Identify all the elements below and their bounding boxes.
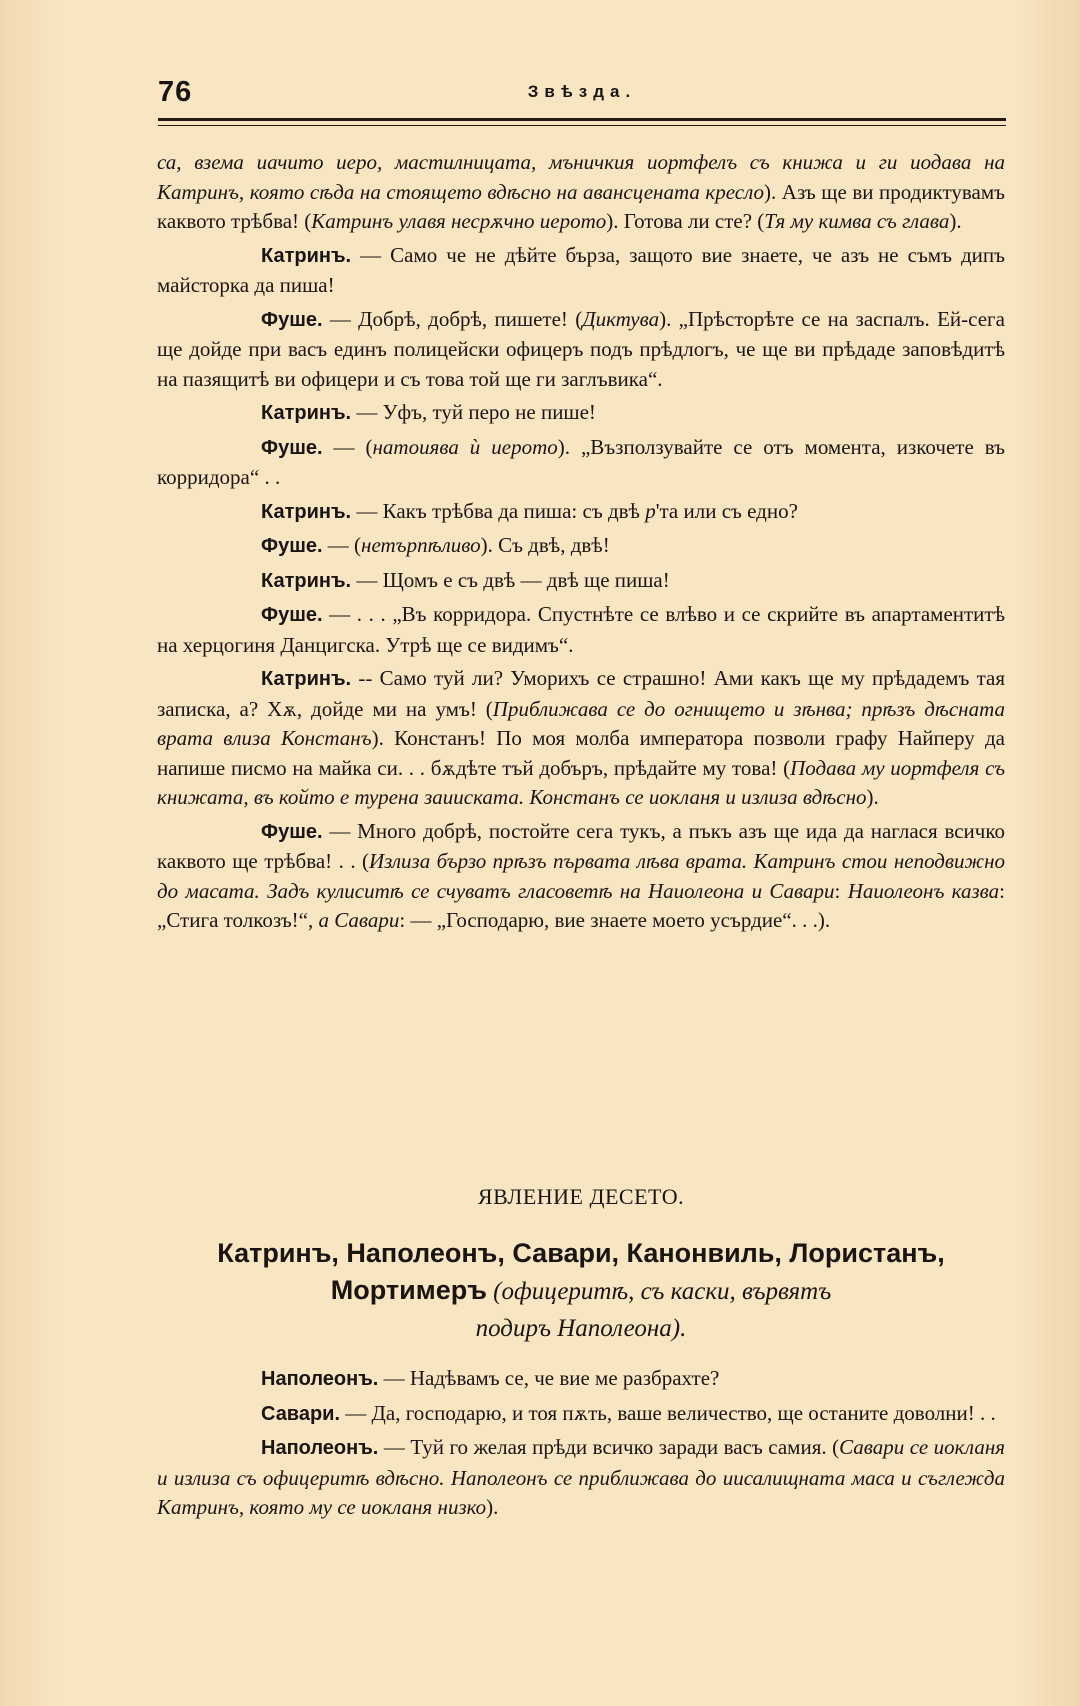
speaker-name: Фуше.	[261, 436, 323, 459]
speaker-name: Катринъ.	[261, 244, 352, 267]
dialogue-text: — Надѣвамъ се, че вие ме разбрахте?	[378, 1366, 720, 1390]
speaker-name: Фуше.	[261, 308, 323, 331]
speaker-name: Наполеонъ.	[261, 1437, 379, 1459]
dialogue-text: — Да, господарю, и тоя пѫть, ваше величество, ще останите доволни! . .	[340, 1400, 996, 1425]
dialogue-paragraph	[157, 664, 1005, 813]
dialogue-text: ). Готова ли сте? (	[606, 209, 765, 233]
dialogue-text: 'та или съ едно?	[655, 498, 798, 523]
dialogue-text: — Добрѣ, добрѣ, пишете! (	[322, 306, 583, 331]
dialogue-paragraph	[157, 600, 1005, 660]
speaker-name: Катринъ.	[261, 402, 352, 424]
speaker-name: Савари.	[261, 1402, 341, 1425]
stage-direction: Излиза бързо прѣзъ първата лѣва врата. Катринъ стои неподвижно до масата. Задъ кулиситѣ се счуватъ гласоветѣ на Наиолеона и Савари	[157, 849, 1005, 903]
stage-direction: натоиява ѝ иерото	[372, 434, 558, 459]
dialogue-text: -- Само туй ли? Уморихъ се страшно! Ами какъ ще му прѣдадемъ тая записка, а? Хѫ, дойде ми на умъ! (	[157, 666, 1005, 721]
dialogue-paragraph	[157, 241, 1005, 301]
speaker-name: Фуше.	[261, 604, 323, 626]
dialogue-text: — (	[322, 533, 362, 557]
header-rule-thick	[158, 118, 1006, 121]
stage-direction: са, взема иачито иеро, мастилницата, мъничкия иортфелъ съ книжа и ги иодава на Катринъ, която сѣда на стоящето вдѣсно на авансцената кресло	[157, 150, 1005, 204]
dialogue-text: — Какъ трѣбва да пиша: съ двѣ	[351, 498, 646, 523]
dialogue-text: — . . . „Въ корридора. Спустнѣте се влѣво и се скрийте въ апартаментитѣ на херцогиня Данцигска. Утрѣ ще се видимъ“.	[157, 602, 1005, 657]
stage-direction: нетърпѣливо	[361, 533, 481, 557]
stage-direction: Приближава се до огнището и зѣнва; прѣзъ дѣсната врата влиза Констанъ	[157, 696, 1005, 750]
dialogue-paragraph	[157, 1364, 1005, 1395]
dialogue-text: ).	[486, 1495, 499, 1519]
stage-direction: Подава му иортфеля съ книжата, въ който е турена заииската. Констанъ се иокланя и излиза вдѣсно	[157, 755, 1006, 809]
running-title: Звѣзда.	[527, 82, 637, 101]
dialogue-text: — Щомъ е съ двѣ — двѣ ще пиша!	[351, 567, 670, 592]
cast-stage-note: (офицеритѣ, съ каски, вървятъ	[486, 1278, 832, 1305]
dialogue-block-2	[157, 1364, 1005, 1527]
speaker-name: Наполеонъ.	[261, 1368, 379, 1390]
dialogue-text: — Уфъ, туй перо не пише!	[351, 400, 596, 424]
speaker-name: Катринъ.	[261, 569, 352, 592]
stage-direction: р	[645, 498, 656, 523]
dialogue-text: — Туй го желая прѣди всичко заради васъ самия. (	[378, 1435, 840, 1459]
dialogue-text: ). „Възползувайте се отъ момента, изкочете въ корридора“ . .	[157, 434, 1005, 489]
page-number: 76	[158, 76, 193, 108]
dialogue-block-1	[157, 148, 1005, 940]
dialogue-text: ).	[866, 785, 879, 809]
cast-line-2	[157, 1272, 1005, 1310]
speaker-name: Катринъ.	[261, 500, 352, 523]
dialogue-text: :	[834, 878, 848, 903]
dialogue-paragraph	[157, 566, 1005, 597]
scene-title: ЯВЛЕНИЕ ДЕСЕТО.	[477, 1184, 685, 1209]
dialogue-paragraph	[157, 1399, 1005, 1430]
stage-direction: Наиолеонъ казва	[847, 878, 1000, 903]
dialogue-text: ). Констанъ! По моя молба императора позволи графу Найперу да напише писмо на майка си. . . бѫдѣте тъй добъръ, прѣдайте му това! (	[157, 726, 1005, 780]
stage-direction: Савари се иокланя и излиза съ офицеритѣ вдѣсно. Наполеонъ се приближава до иисалищната маса и съглежда Катринъ, която му се иокланя низко	[157, 1435, 1006, 1519]
speaker-name: Фуше.	[261, 820, 323, 843]
cast-names: Катринъ, Наполеонъ, Савари, Канонвиль, Лористанъ,	[217, 1238, 945, 1268]
dialogue-text: ). „Прѣсторѣте се на заспалъ. Ей-сега ще дойде при васъ единъ полицейски офицеръ подъ прѣдлогъ, че ще ви прѣдаде заповѣдитѣ на пазящитѣ ви офицери и съ това той ще ги заглъвика“.	[157, 306, 1005, 391]
dialogue-paragraph	[157, 531, 1005, 562]
cast-stage-note-2: подиръ Наполеона).	[475, 1315, 687, 1342]
dialogue-paragraph	[157, 433, 1005, 493]
dialogue-text: — Само че не дѣйте бърза, защото вие знаете, че азъ не съмъ дипъ майсторка да пиша!	[157, 242, 1005, 297]
dialogue-paragraph	[157, 817, 1005, 936]
dialogue-paragraph	[157, 1433, 1005, 1523]
header-rule-thin	[158, 125, 1006, 126]
page-header	[158, 76, 1006, 116]
dialogue-text: — Много добрѣ, постойте сега тукъ, а пъкъ азъ ще ида да наглася всичко каквото ще трѣбва! . . (	[157, 818, 1005, 873]
speaker-name: Фуше.	[261, 535, 323, 557]
cast-line-3	[157, 1310, 1005, 1347]
stage-direction: Катринъ улавя несрѫчно иерото	[311, 209, 607, 233]
stage-direction-paragraph	[157, 148, 1005, 237]
stage-direction: Диктува	[582, 306, 660, 331]
dialogue-text: : — „Господарю, вие знаете моето усърдие“. . .).	[399, 908, 831, 932]
dialogue-text: — (	[322, 434, 373, 459]
dialogue-text: : „Стига толкозъ!“,	[157, 878, 1005, 932]
dialogue-text: ). Азъ ще ви продиктувамъ каквото трѣбва! (	[157, 179, 1005, 233]
dialogue-text: ). Съ двѣ, двѣ!	[480, 533, 610, 557]
scene-cast	[157, 1235, 1005, 1347]
stage-direction: Тя му кимва съ глава	[764, 209, 950, 233]
speaker-name: Катринъ.	[261, 668, 352, 690]
cast-line-1	[157, 1235, 1005, 1272]
cast-names-2: Мортимеръ	[330, 1275, 487, 1305]
dialogue-paragraph	[157, 497, 1005, 528]
dialogue-text: ).	[949, 209, 962, 233]
stage-direction: а Савари	[318, 908, 400, 932]
dialogue-paragraph	[157, 398, 1005, 429]
dialogue-paragraph	[157, 305, 1005, 395]
